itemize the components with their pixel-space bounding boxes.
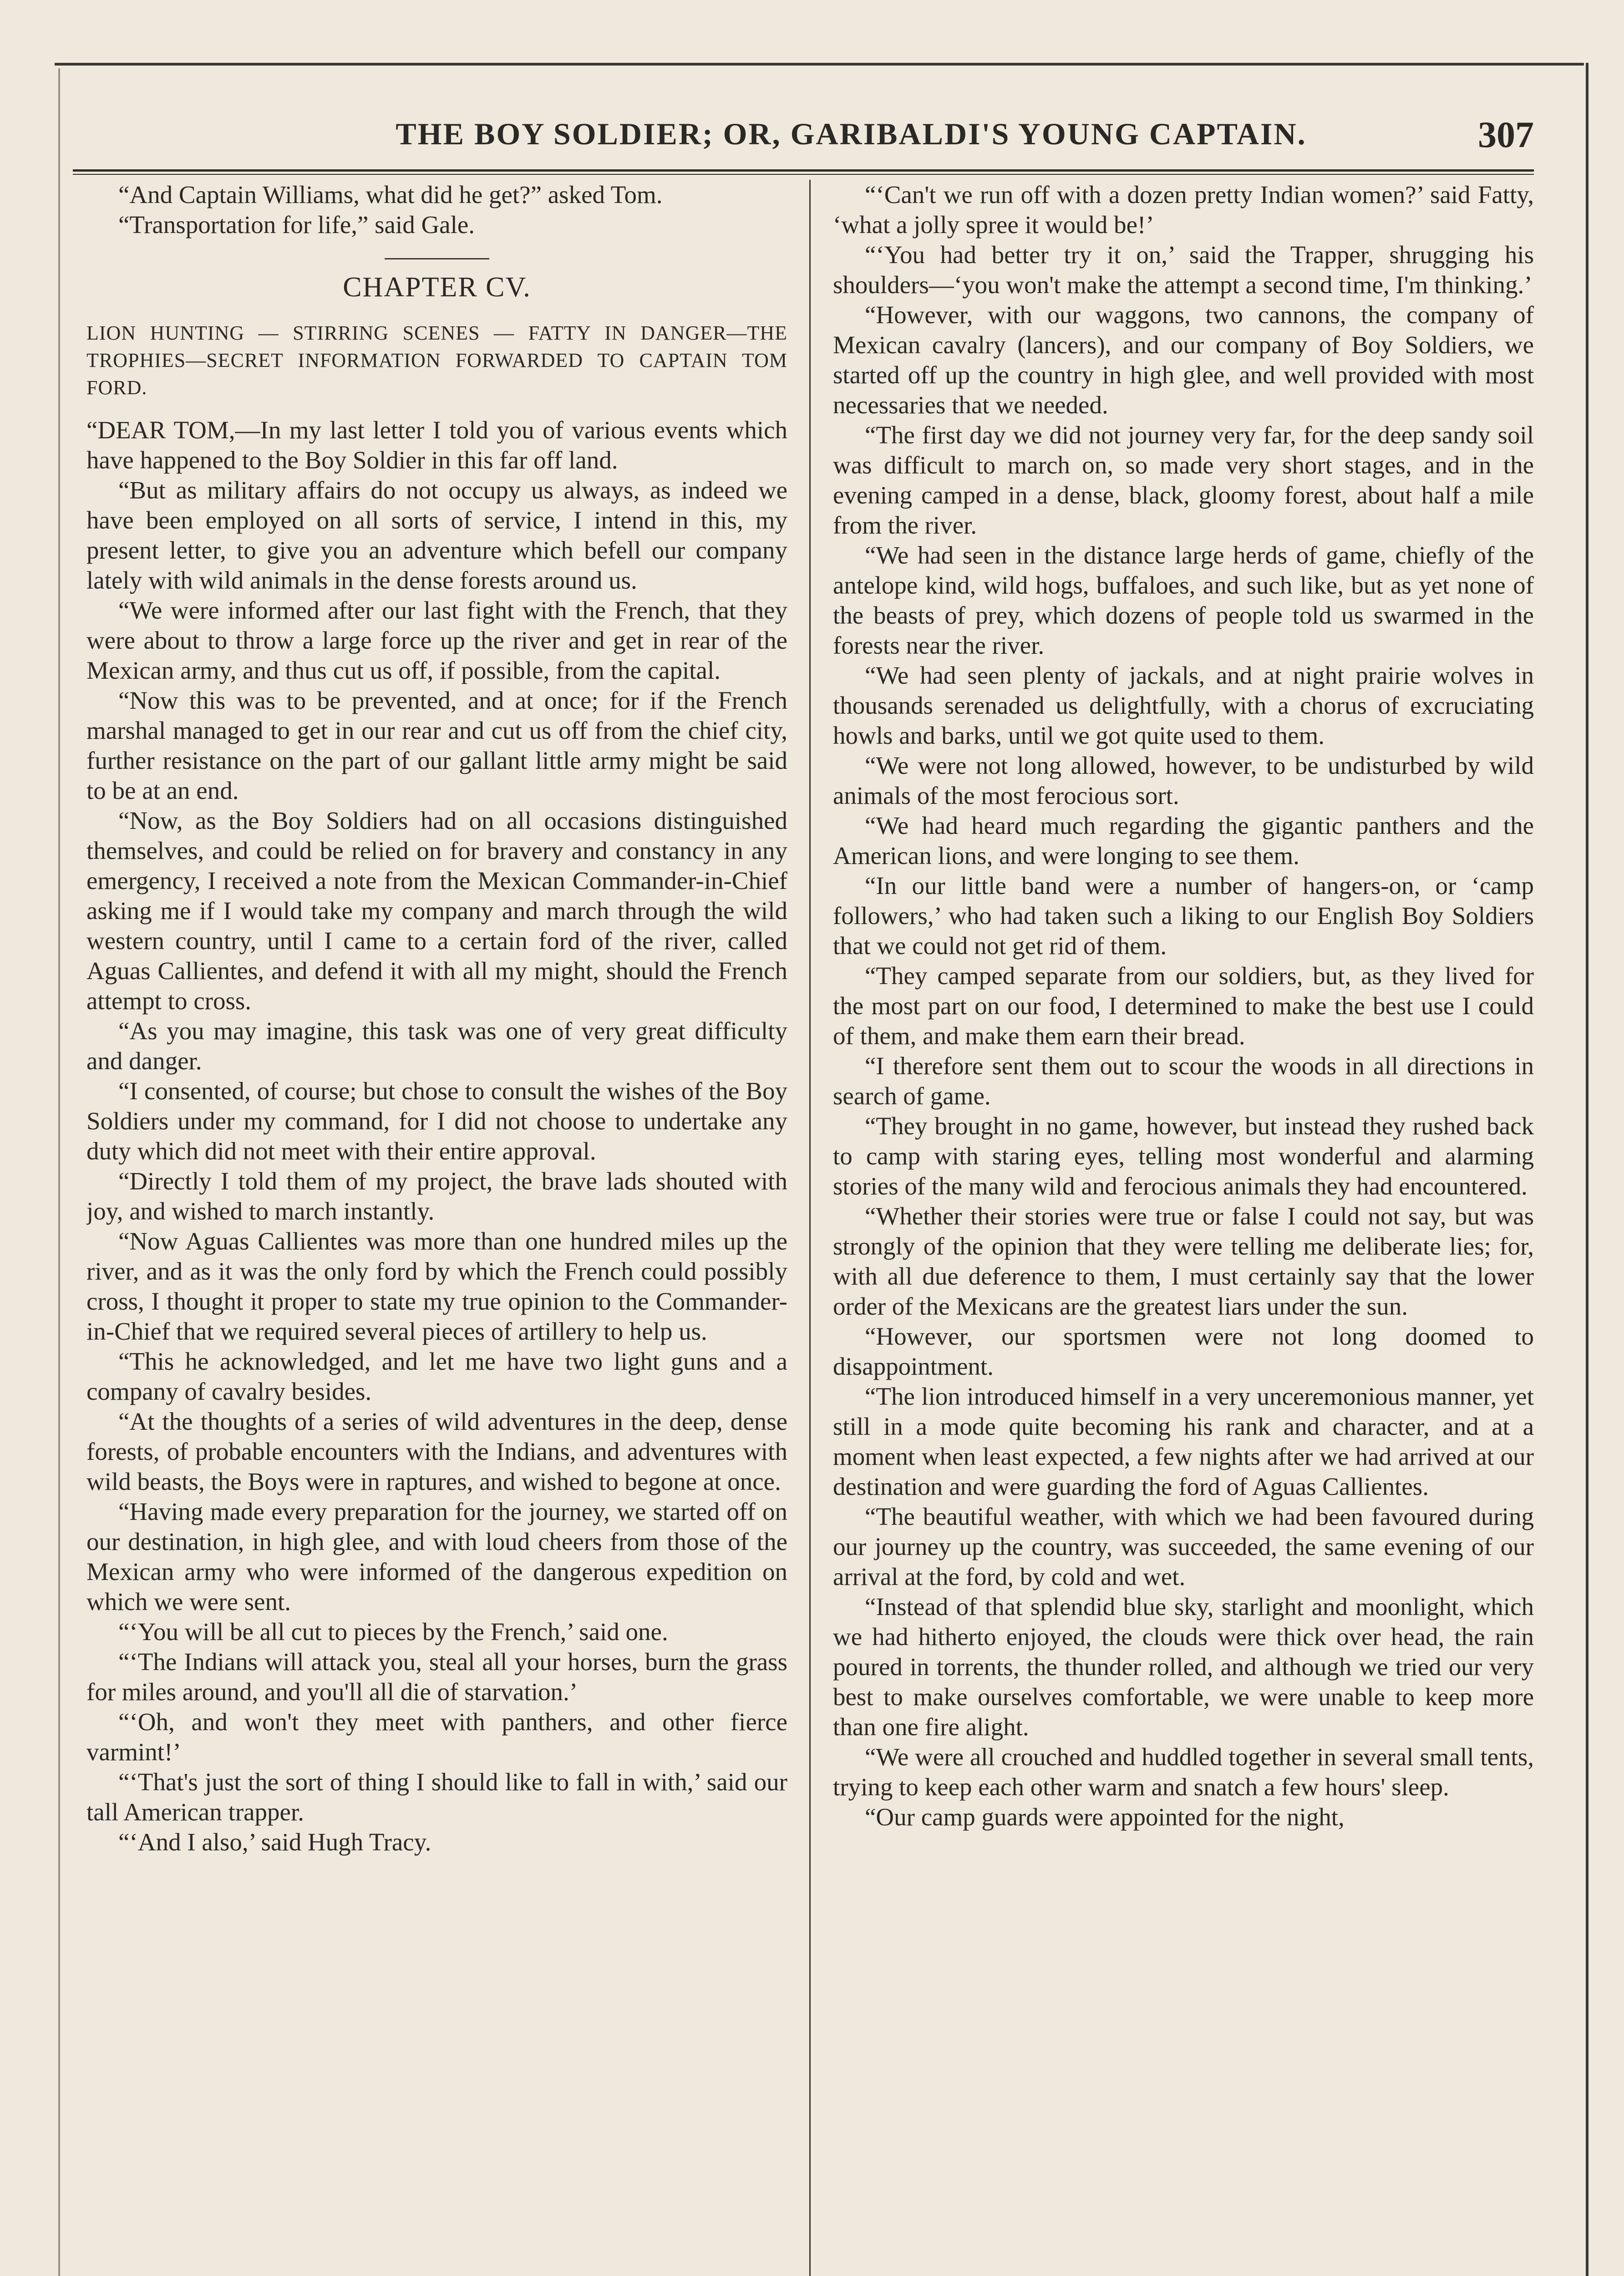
paragraph: “We were informed after our last fight with the French, that they were about to throw a large force up the river and get in rear of the Mexican army, and thus cut us off, if possible, from the capital. [86, 596, 787, 684]
paragraph: “Having made every preparation for the journey, we started off on our destination, in high glee, and with loud cheers from those of the Mexican army who were informed of the dangerous expedition on which we were sent. [86, 1498, 787, 1616]
paragraph: “Whether their stories were true or false I could not say, but was strongly of the opinion that they were telling me deliberate lies; for, with all due deference to them, I must certainly say that the lower order of the Mexicans are the greatest liars under the sun. [833, 1202, 1534, 1320]
paragraph: “We had seen plenty of jackals, and at night prairie wolves in thousands serenaded us delightfully, with a chorus of excruciating howls and barks, until we got quite used to them. [833, 661, 1534, 749]
paragraph: “Transportation for life,” said Gale. [118, 211, 475, 239]
paragraph: “However, our sportsmen were not long doomed to disappointment. [833, 1322, 1534, 1380]
paragraph: “Directly I told them of my project, the brave lads shouted with joy, and wished to march instantly. [86, 1167, 787, 1225]
paragraph: “Now, as the Boy Soldiers had on all occasions distinguished themselves, and could be relied on for bravery and constancy in any emergency, I received a note from the Mexican Commander-in-Chief asking me if I would take my company and march through the wild western country, until I came to a certain ford of the river, called Aguas Callientes, and defend it with all my might, should the French attempt to cross. [86, 807, 787, 1015]
paragraph: “The beautiful weather, with which we had been favoured during our journey up the country, was succeeded, the same evening of our arrival at the ford, by cold and wet. [833, 1503, 1534, 1590]
paragraph: “At the thoughts of a series of wild adventures in the deep, dense forests, of probable encounters with the Indians, and adventures with wild beasts, the Boys were in raptures, and wished to begone at once. [86, 1407, 787, 1495]
paragraph: “And Captain Williams, what did he get?” asked Tom. [118, 181, 663, 208]
paragraph: “They camped separate from our soldiers, but, as they lived for the most part on our food, I determined to make the best use I could of them, and make them earn their bread. [833, 962, 1534, 1050]
paragraph: “‘And I also,’ said Hugh Tracy. [118, 1828, 431, 1856]
paragraph: “I consented, of course; but chose to consult the wishes of the Boy Soldiers under my command, for I did not choose to undertake any duty which did not meet with their entire approval. [86, 1077, 787, 1165]
paragraph: “Now Aguas Callientes was more than one hundred miles up the river, and as it was the only ford by which the French could possibly cross, I thought it proper to state my true opinion to the Commander-in-Chief that we required several pieces of artillery to help us. [86, 1227, 787, 1345]
paragraph: “This he acknowledged, and let me have two light guns and a company of cavalry besides. [86, 1347, 787, 1405]
paragraph: “However, with our waggons, two cannons, the company of Mexican cavalry (lancers), and our company of Boy Soldiers, we started off up the country in high glee, and well provided with most necessaries that we needed. [833, 301, 1534, 419]
page-number: 307 [1478, 114, 1534, 155]
paragraph: “‘That's just the sort of thing I should like to fall in with,’ said our tall American trapper. [86, 1768, 787, 1826]
paragraph: “DEAR TOM,—In my last letter I told you of various events which have happened to the Boy Soldier in this far off land. [86, 416, 787, 474]
paragraph: “We had heard much regarding the gigantic panthers and the American lions, and were longing to see them. [833, 812, 1534, 869]
paragraph: “‘Can't we run off with a dozen pretty Indian women?’ said Fatty, ‘what a jolly spree it would be!’ [833, 181, 1534, 239]
paragraph: “But as military affairs do not occupy us always, as indeed we have been employed on all sorts of service, I intend in this, my present letter, to give you an adventure which befell our company lately with wild animals in the dense forests around us. [86, 476, 787, 594]
page-gutter-edge [58, 68, 60, 2276]
chapter-divider [385, 258, 489, 259]
paragraph: “We had seen in the distance large herds of game, chiefly of the antelope kind, wild hogs, buffaloes, and such like, but as yet none of the beasts of prey, which dozens of people told us swarmed in the forests near the river. [833, 541, 1534, 659]
running-header [82, 116, 1534, 168]
paragraph: “‘Oh, and won't they meet with panthers, and other fierce varmint!’ [86, 1708, 787, 1766]
paragraph: “In our little band were a number of hangers-on, or ‘camp followers,’ who had taken such a liking to our English Boy Soldiers that we could not get rid of them. [833, 872, 1534, 960]
page-border-top [55, 63, 1584, 66]
page-border-right [1586, 63, 1588, 2276]
paragraph: “They brought in no game, however, but instead they rushed back to camp with staring eyes, telling most wonderful and alarming stories of the many wild and ferocious animals they had encountered. [833, 1112, 1534, 1200]
paragraph: “As you may imagine, this task was one of very great difficulty and danger. [86, 1017, 787, 1075]
left-column [86, 180, 787, 2276]
column-divider [809, 180, 811, 2276]
paragraph: “Now this was to be prevented, and at once; for if the French marshal managed to get in our rear and cut us off from the chief city, further resistance on the part of our gallant little army might be said to be at an end. [86, 686, 787, 804]
running-title: THE BOY SOLDIER; OR, GARIBALDI'S YOUNG CAPTAIN. [396, 117, 1307, 151]
paragraph: “We were all crouched and huddled together in several small tents, trying to keep each other warm and snatch a few hours' sleep. [833, 1743, 1534, 1801]
header-rule [73, 169, 1534, 172]
paragraph: “The first day we did not journey very far, for the deep sandy soil was difficult to march on, so made very short stages, and in the evening camped in a dense, black, gloomy forest, about half a mile from the river. [833, 421, 1534, 539]
paragraph: “‘The Indians will attack you, steal all your horses, burn the grass for miles around, and you'll all die of starvation.’ [86, 1648, 787, 1706]
paragraph: “‘You had better try it on,’ said the Trapper, shrugging his shoulders—‘you won't make the attempt a second time, I'm thinking.’ [833, 241, 1534, 299]
paragraph: “‘You will be all cut to pieces by the French,’ said one. [118, 1618, 668, 1646]
paragraph: “Instead of that splendid blue sky, starlight and moonlight, which we had hitherto enjoyed, the clouds were thick over head, the rain poured in torrents, the thunder rolled, and although we tried our very best to make ourselves comfortable, we were unable to keep more than one fire alight. [833, 1593, 1534, 1741]
paragraph: “The lion introduced himself in a very unceremonious manner, yet still in a mode quite becoming his rank and character, and at a moment when least expected, a few nights after we had arrived at our destination and were guarding the ford of Aguas Callientes. [833, 1382, 1534, 1500]
right-column [833, 180, 1534, 2276]
paragraph: “I therefore sent them out to scour the woods in all directions in search of game. [833, 1052, 1534, 1110]
chapter-summary: LION HUNTING — STIRRING SCENES — FATTY IN DANGER—THE TROPHIES—SECRET INFORMATION FORWARDED TO CAPTAIN TOM FORD. [86, 322, 787, 399]
paragraph: “We were not long allowed, however, to be undisturbed by wild animals of the most ferocious sort. [833, 752, 1534, 809]
header-rule-thin [73, 174, 1534, 175]
paragraph: “Our camp guards were appointed for the night, [865, 1803, 1345, 1831]
chapter-title: CHAPTER CV. [343, 272, 531, 303]
